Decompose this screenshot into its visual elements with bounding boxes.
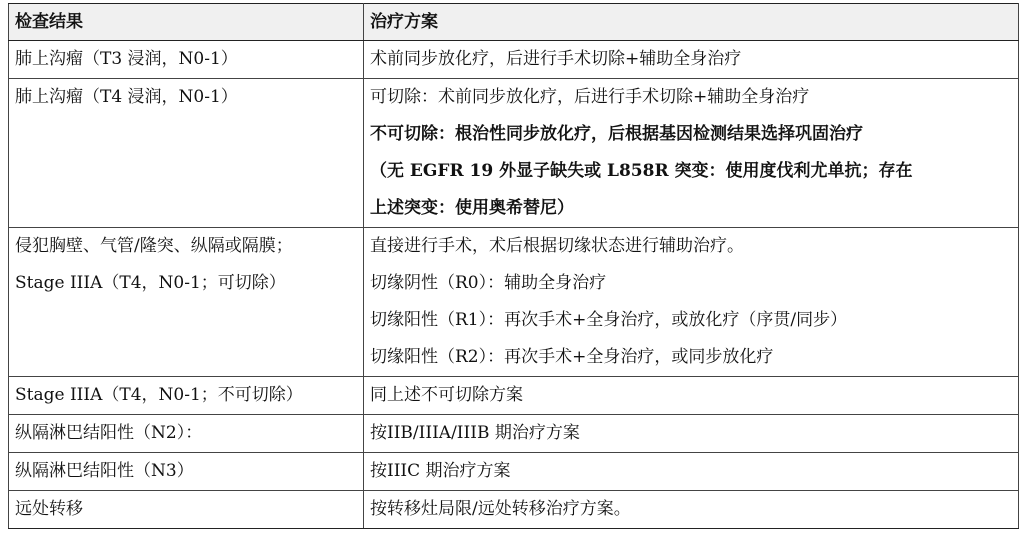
- condition-cell: [9, 491, 364, 529]
- treatment-line: 按转移灶局限/远处转移治疗方案。: [370, 499, 631, 519]
- table-body: [9, 4, 1019, 529]
- treatment-cell: [364, 415, 1019, 453]
- treatment-cell: [364, 228, 1019, 377]
- header-cell-findings: 检查结果: [9, 4, 364, 41]
- treatment-table: [8, 3, 1019, 529]
- condition-line: 纵隔淋巴结阳性（N3）: [15, 461, 194, 481]
- header-row: [9, 4, 1019, 41]
- table-row: [9, 228, 1019, 377]
- treatment-line: 术前同步放化疗，后进行手术切除+辅助全身治疗: [370, 49, 742, 69]
- condition-line: 肺上沟瘤（T4 浸润，N0-1）: [15, 87, 238, 107]
- treatment-line: 上述突变：使用奥希替尼）: [370, 198, 574, 218]
- treatment-line: 切缘阳性（R2）：再次手术+全身治疗，或同步放化疗: [370, 347, 774, 367]
- header-cell-treatment: 治疗方案: [364, 4, 1019, 41]
- treatment-line: 按IIIC 期治疗方案: [370, 461, 511, 481]
- treatment-cell: [364, 41, 1019, 79]
- treatment-cell: [364, 453, 1019, 491]
- condition-cell: [9, 415, 364, 453]
- treatment-cell: [364, 491, 1019, 529]
- treatment-cell: [364, 377, 1019, 415]
- table-row: [9, 453, 1019, 491]
- condition-line: Stage IIIA（T4，N0-1；可切除）: [15, 273, 286, 293]
- table-row: [9, 41, 1019, 79]
- treatment-line: （无 EGFR 19 外显子缺失或 L858R 突变：使用度伐利尤单抗；存在: [370, 161, 913, 181]
- treatment-line: 不可切除：根治性同步放化疗，后根据基因检测结果选择巩固治疗: [370, 124, 863, 144]
- table-row: [9, 79, 1019, 228]
- condition-line: Stage IIIA（T4，N0-1；不可切除）: [15, 385, 303, 405]
- condition-line: 肺上沟瘤（T3 浸润，N0-1）: [15, 49, 238, 69]
- treatment-line: 同上述不可切除方案: [370, 385, 523, 405]
- condition-cell: [9, 41, 364, 79]
- table-row: [9, 415, 1019, 453]
- condition-line: 远处转移: [15, 499, 83, 519]
- treatment-line: 切缘阳性（R1）：再次手术+全身治疗，或放化疗（序贯/同步）: [370, 310, 848, 330]
- treatment-cell: [364, 79, 1019, 228]
- treatment-line: 可切除：术前同步放化疗，后进行手术切除+辅助全身治疗: [370, 87, 810, 107]
- condition-cell: [9, 377, 364, 415]
- condition-cell: [9, 453, 364, 491]
- condition-cell: [9, 228, 364, 377]
- table-row: [9, 491, 1019, 529]
- treatment-line: 切缘阴性（R0）：辅助全身治疗: [370, 273, 607, 293]
- table-row: [9, 377, 1019, 415]
- treatment-line: 按IIB/IIIA/IIIB 期治疗方案: [370, 423, 580, 443]
- condition-line: 侵犯胸壁、气管/隆突、纵隔或隔膜；: [15, 236, 293, 256]
- treatment-line: 直接进行手术，术后根据切缘状态进行辅助治疗。: [370, 236, 744, 256]
- condition-cell: [9, 79, 364, 228]
- condition-line: 纵隔淋巴结阳性（N2）：: [15, 423, 203, 443]
